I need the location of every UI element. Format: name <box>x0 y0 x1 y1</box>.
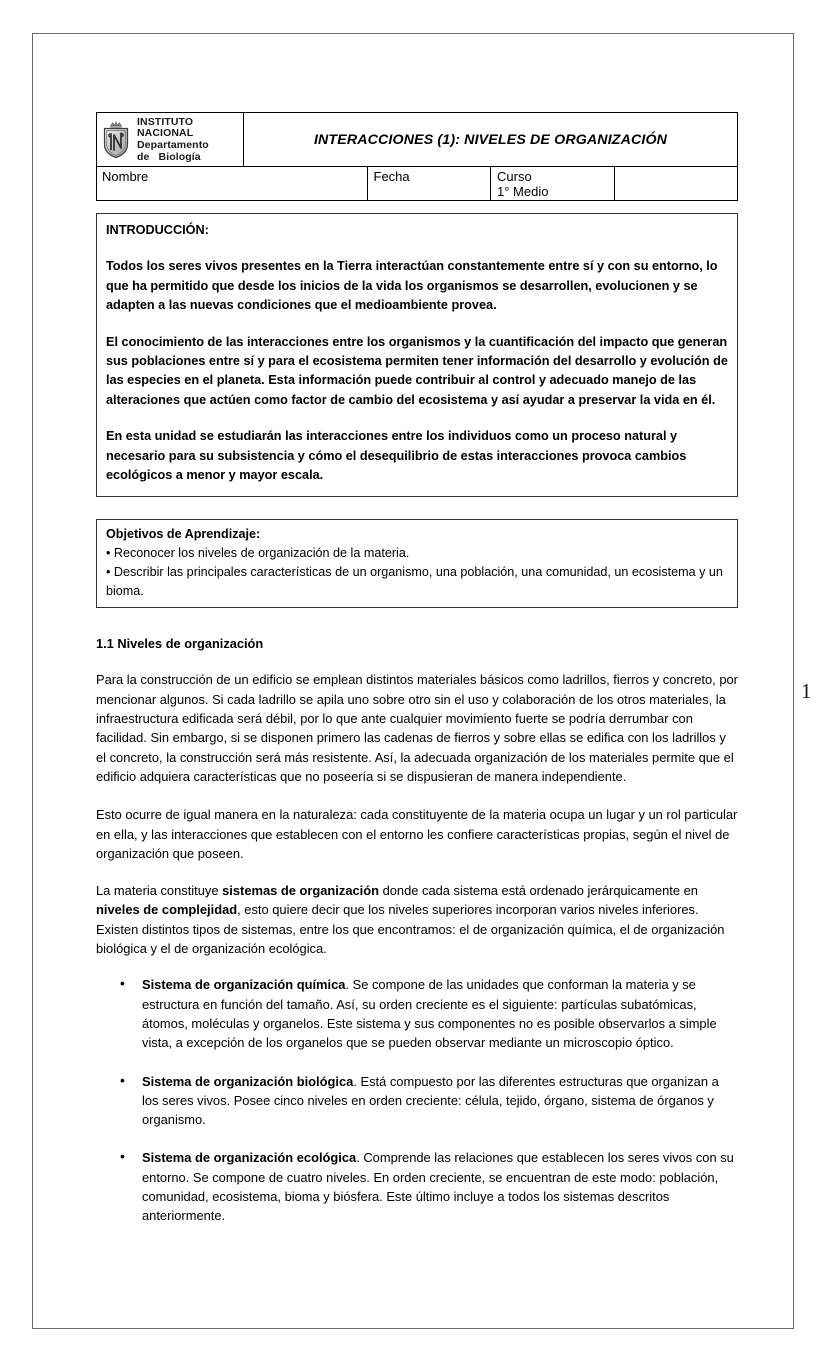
field-fecha[interactable]: Fecha <box>367 167 491 201</box>
organization-systems-list <box>96 975 738 1225</box>
worksheet-title: INTERACCIONES (1): NIVELES DE ORGANIZACIÓN <box>244 113 738 167</box>
section-paragraph-2: Esto ocurre de igual manera en la naturaleza: cada constituyente de la materia ocupa un lugar y un rol particular en ella, y las interacciones que establecen con el entorno les confiere características propias, según el nivel de organización que poseen. <box>96 807 738 861</box>
introduction-title: INTRODUCCIÓN: <box>106 223 209 237</box>
list-item <box>142 1148 738 1225</box>
document-header-table <box>96 112 738 201</box>
systems-text-part-3: , esto quiere decir que los niveles superiores incorporan varios niveles inferiores. Existen distintos tipos de sistemas, entre los que encontramos: el de organización química, el de organización biológica y el de organización ecológica. <box>96 902 725 957</box>
objectives-title: Objetivos de Aprendizaje: <box>106 527 261 542</box>
systems-text-part-2: donde cada sistema está ordenado jerárquicamente en <box>379 883 698 899</box>
bullet-text-biologica: . Está compuesto por las diferentes estructuras que organizan a los seres vivos. Posee cinco niveles en orden creciente: célula, tejido, órgano, sistema de órganos y organismo. <box>142 1073 719 1128</box>
document-body <box>96 112 738 1226</box>
field-curso-label: Curso <box>497 169 532 184</box>
objective-item-1: • Reconocer los niveles de organización de la materia. <box>106 546 410 561</box>
field-curso[interactable] <box>491 167 615 201</box>
bullet-term-quimica: Sistema de organización química <box>142 977 346 993</box>
header-row-title <box>97 113 738 167</box>
bullet-text-ecologica: . Comprende las relaciones que establecen los seres vivos con su entorno. Se compone de cuatro niveles. En orden creciente, se encuentran de este modo: población, comunidad, ecosistema, bioma y biósfera. Este último incluye a todos los sistemas descritos anteriormente. <box>142 1150 734 1224</box>
institution-line-2: NACIONAL <box>137 127 194 140</box>
section-paragraph-systems <box>96 881 738 958</box>
list-item <box>142 975 738 1052</box>
introduction-paragraph-3: En esta unidad se estudiarán las interacciones entre los individuos como un proceso natural y necesario para su subsistencia y cómo el desequilibrio de estas interacciones provoca cambios ecológicos a menor y mayor escala. <box>106 429 687 483</box>
section-heading: 1.1 Niveles de organización <box>96 636 264 652</box>
header-row-fields <box>97 167 738 201</box>
introduction-box <box>96 213 738 497</box>
systems-text-part-1: La materia constituye <box>96 883 223 899</box>
institution-line-1: INSTITUTO <box>137 115 194 128</box>
institution-logo-cell <box>97 113 244 167</box>
field-extra-blank[interactable] <box>614 167 738 201</box>
page-number: 1 <box>801 679 812 703</box>
systems-term-1: sistemas de organización <box>222 883 380 899</box>
bullet-term-biologica: Sistema de organización biológica <box>142 1073 354 1089</box>
section-paragraph-1: Para la construcción de un edificio se emplean distintos materiales básicos como ladrillos, fierros y concreto, por mencionar algunos. Si cada ladrillo se apila uno sobre otro sin el uso y colaboración de los otros materiales, la infraestructura edificada será débil, por lo que ante cualquier movimiento fuerte se podría derrumbar con facilidad. Sin embargo, si se disponen primero las cadenas de fierros y sobre ellas se edifica con los ladrillos y el concreto, la construcción será más resistente. Así, la adecuada organización de los materiales permite que el edificio adquiera características que no poseería si se dispusieran de manera independiente. <box>96 672 738 784</box>
bullet-text-quimica: . Se compone de las unidades que conforman la materia y se estructura en función del tamaño. Así, su orden creciente es el siguiente: partículas subatómicas, átomos, moléculas y organelos. Este sistema y sus componentes no es posible observarlos a simple vista, a excepción de los organelos que se pueden observar mediante un microscopio óptico. <box>142 977 717 1051</box>
bullet-term-ecologica: Sistema de organización ecológica <box>142 1150 357 1166</box>
learning-objectives-box <box>96 519 738 608</box>
document-page-sheet <box>32 33 812 1329</box>
field-curso-value: 1° Medio <box>497 184 549 199</box>
objective-item-2: • Describir las principales características de un organismo, una población, una comunidad, un ecosistema y un bioma. <box>106 565 723 599</box>
introduction-paragraph-1: Todos los seres vivos presentes en la Tierra interactúan constantemente entre sí y con su entorno, lo que ha permitido que desde los inicios de la vida los organismos se desarrollen, evolucionen y se adapten a las nuevas condiciones que el medioambiente provea. <box>106 259 718 313</box>
institution-line-4: de Biología <box>137 150 201 163</box>
list-item <box>142 1072 738 1130</box>
shield-crest-icon <box>101 121 131 159</box>
institution-line-3: Departamento <box>137 139 209 151</box>
field-nombre[interactable]: Nombre <box>97 167 368 201</box>
introduction-paragraph-2: El conocimiento de las interacciones entre los organismos y la cuantificación del impacto que generan sus poblaciones entre sí y para el ecosistema permiten tener información del desarrollo y evolución de las especies en el planeta. Esta información puede contribuir al control y adecuado manejo de las alteraciones que actúen como factor de cambio del ecosistema y así ayudar a preservar la vida en él. <box>106 334 728 407</box>
systems-term-2: niveles de complejidad <box>96 902 238 918</box>
institution-name-block <box>137 116 209 163</box>
